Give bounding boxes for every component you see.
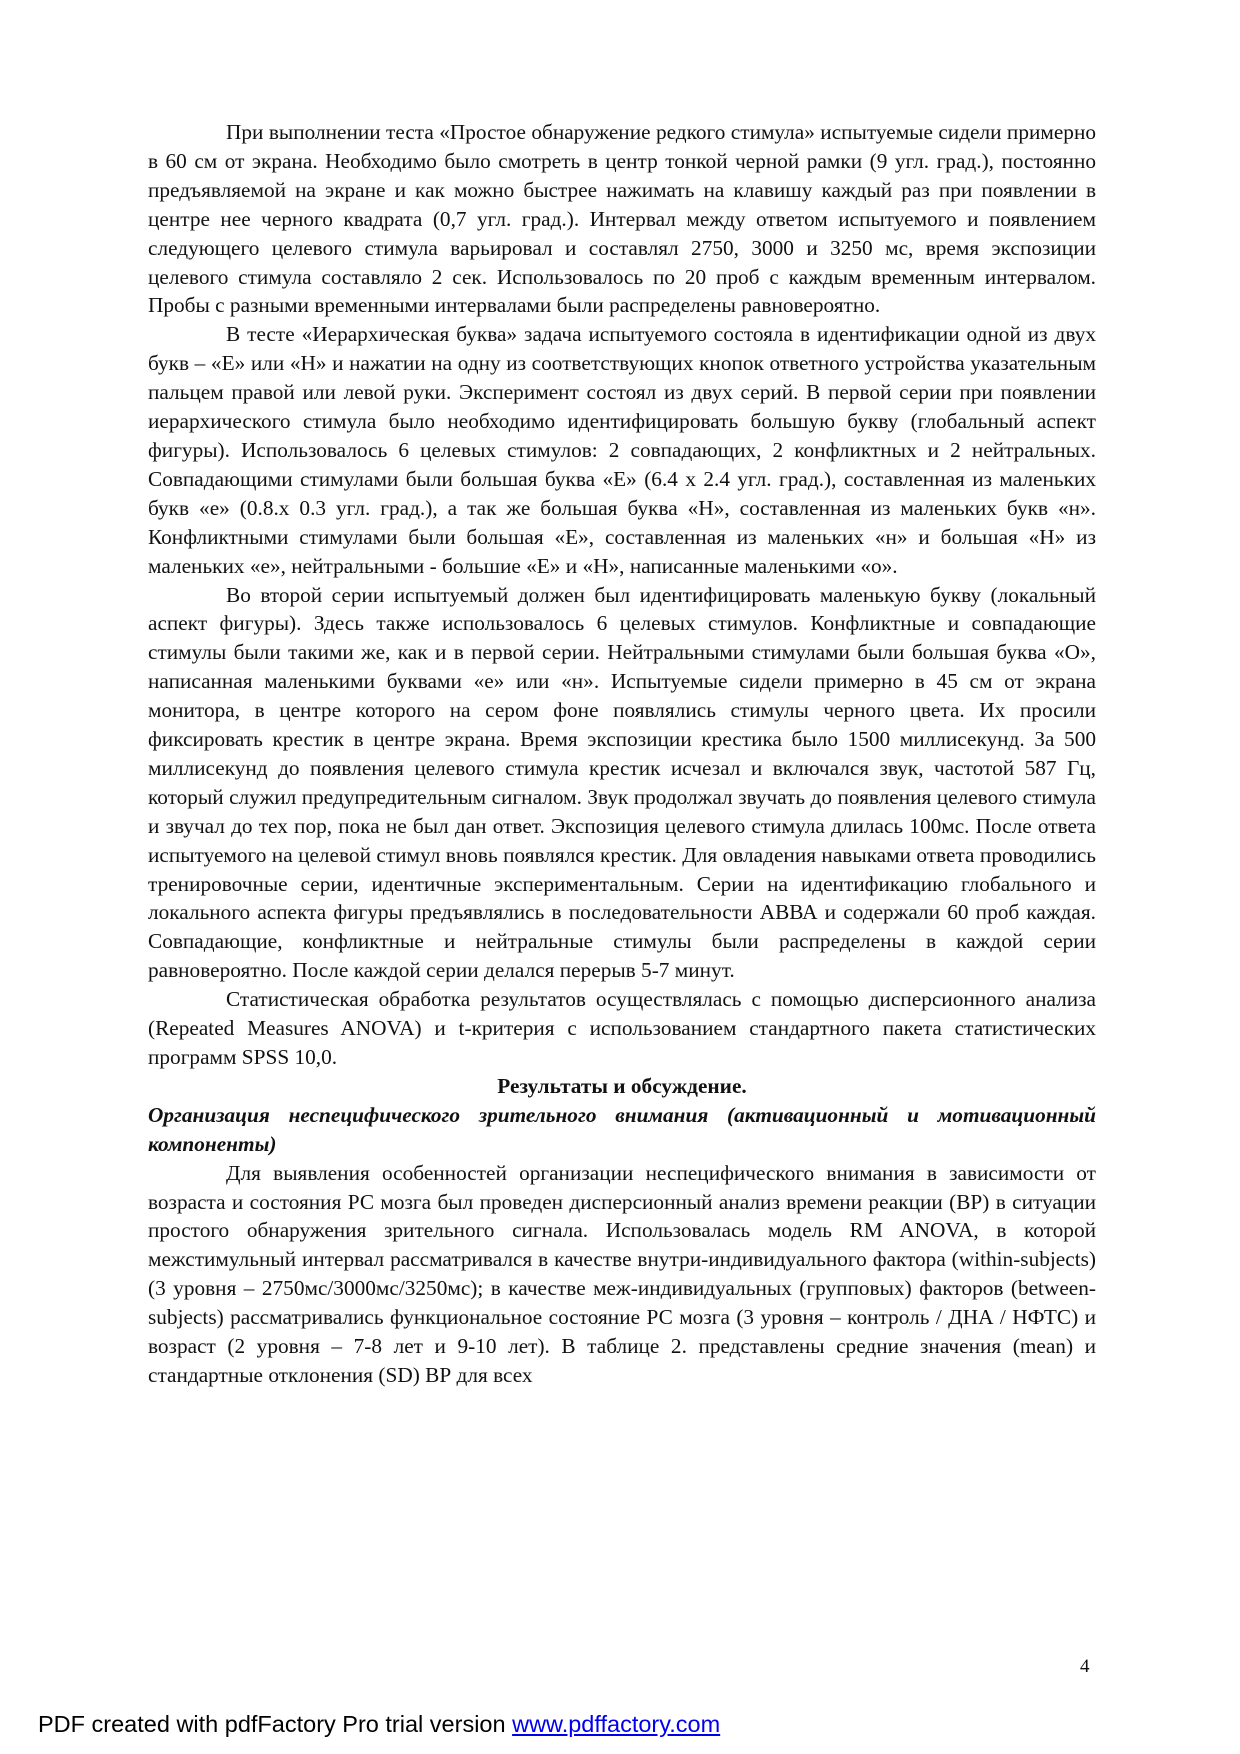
footer-link[interactable]: www.pdffactory.com <box>512 1711 721 1737</box>
paragraph-second-series: Во второй серии испытуемый должен был идентифицировать маленькую букву (локальный аспект фигуры). Здесь также использовалось 6 целевых стимулов. Конфликтные и совпадающие стимулы были такими же, как и в первой серии. Нейтральными стимулами были большая буква «О», написанная маленькими буквами «е» или «н». Испытуемые сидели примерно в 45 см от экрана монитора, в центре которого на сером фоне появлялись стимулы черного цвета. Их просили фиксировать крестик в центре экрана. Время экспозиции крестика было 1500 миллисекунд. За 500 миллисекунд до появления целевого стимула крестик исчезал и включался звук, частотой 587 Гц, который служил предупредительным сигналом. Звук продолжал звучать до появления целевого стимула и звучал до тех пор, пока не был дан ответ. Экспозиция целевого стимула длилась 100мс. После ответа испытуемого на целевой стимул вновь появлялся крестик. Для овладения навыками ответа проводились тренировочные серии, идентичные экспериментальным. Серии на идентификацию глобального и локального аспекта фигуры предъявлялись в последовательности АВВА и содержали 60 проб каждая. Совпадающие, конфликтные и нейтральные стимулы были распределены в каждой серии равновероятно. После каждой серии делался перерыв 5-7 минут. <box>148 582 1096 983</box>
page-number: 4 <box>1080 1656 1090 1677</box>
section-heading-results: Результаты и обсуждение. <box>497 1073 747 1098</box>
paragraph-anova-analysis: Для выявления особенностей организации неспецифического внимания в зависимости от возраста и состояния РС мозга был проведен дисперсионный анализ времени реакции (ВР) в ситуации простого обнаружения зрительного сигнала. Использовалась модель RM ANOVA, в которой межстимульный интервал рассматривался в качестве внутри-индивидуального фактора (within-subjects) (3 уровня – 2750мс/3000мс/3250мс); в качестве меж-индивидуальных (групповых) факторов (between-subjects) рассматривались функциональное состояние РС мозга (3 уровня – контроль / ДНА / НФТС) и возраст (2 уровня – 7-8 лет и 9-10 лет). В таблице 2. представлены средние значения (mean) и стандартные отклонения (SD) ВР для всех <box>148 1160 1096 1387</box>
footer-text: PDF created with pdfFactory Pro trial version <box>38 1711 513 1737</box>
pdf-footer <box>38 1711 720 1738</box>
page-body <box>148 118 1096 1390</box>
paragraph-simple-detection-test: При выполнении теста «Простое обнаружение редкого стимула» испытуемые сидели примерно в 60 см от экрана. Необходимо было смотреть в центр тонкой черной рамки (9 угл. град.), постоянно предъявляемой на экране и как можно быстрее нажимать на клавишу каждый раз при появлении в центре нее черного квадрата (0,7 угл. град.). Интервал между ответом испытуемого и появлением следующего целевого стимула варьировал и составлял 2750, 3000 и 3250 мс, время экспозиции целевого стимула составляло 2 сек. Использовалось по 20 проб с каждым временным интервалом. Пробы с разными временными интервалами были распределены равновероятно. <box>148 120 1096 318</box>
subsection-heading-attention: Организация неспецифического зрительного внимания (активационный и мотивационный компоненты) <box>148 1102 1096 1156</box>
paragraph-statistical-processing: Статистическая обработка результатов осуществлялась с помощью дисперсионного анализа (Repeated Measures ANOVA) и t-критерия с использованием стандартного пакета статистических программ SPSS 10,0. <box>148 987 1096 1069</box>
paragraph-hierarchical-letter-test: В тесте «Иерархическая буква» задача испытуемого состояла в идентификации одной из двух букв – «Е» или «Н» и нажатии на одну из соответствующих кнопок ответного устройства указательным пальцем правой или левой руки. Эксперимент состоял из двух серий. В первой серии при появлении иерархического стимула было необходимо идентифицировать большую букву (глобальный аспект фигуры). Использовалось 6 целевых стимулов: 2 совпадающих, 2 конфликтных и 2 нейтральных. Совпадающими стимулами были большая буква «Е» (6.4 х 2.4 угл. град.), составленная из маленьких букв «е» (0.8.х 0.3 угл. град.), а так же большая буква «Н», составленная из маленьких букв «н». Конфликтными стимулами были большая «Е», составленная из маленьких «н» и большая «Н» из маленьких «е», нейтральными - большие «Е» и «Н», написанные маленькими «о». <box>148 322 1096 578</box>
